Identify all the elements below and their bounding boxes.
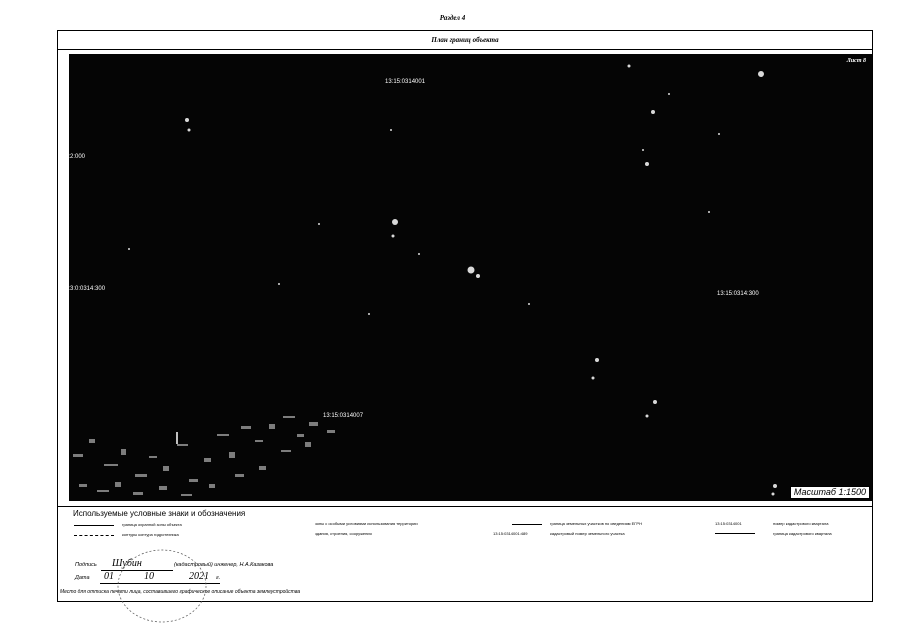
legend-item: граница земельных участков по сведениям ЕГРН xyxy=(550,521,642,526)
map-side-label: 1:3:0:0314:300 xyxy=(65,286,106,292)
legend-symbol xyxy=(74,525,114,526)
legend-symbol xyxy=(74,535,114,536)
sign-label: Подпись xyxy=(75,562,97,568)
legend-sample: 13:15:0314001 xyxy=(715,521,742,526)
legend-item: кадастровый номер земельного участка xyxy=(550,531,625,536)
map-noise xyxy=(69,54,872,501)
legend-item: граница кадастрового квартала xyxy=(773,531,832,536)
quarter-label: 13:15:0314007 xyxy=(323,413,364,419)
legend-item: номер кадастрового квартала xyxy=(773,521,829,526)
plan-header: План границ объекта xyxy=(57,30,873,50)
date-month: 10 xyxy=(144,571,154,582)
engineer-role: (кадастровый) инженер, Н.А.Казакова xyxy=(174,562,274,568)
legend-item: зоны с особыми условиями использования территории xyxy=(315,521,418,526)
map-side-label: 13:15:0314:300 xyxy=(717,291,759,297)
map-area xyxy=(65,54,872,501)
legend-divider xyxy=(57,506,873,507)
quarter-label: 13:15:0314001 xyxy=(385,79,426,85)
date-suffix: г. xyxy=(216,575,221,581)
legend-item: граница охранной зоны объекта xyxy=(122,522,182,527)
stamp-note: Место для оттиска печати лица, составившего графическое описание объекта землеустройства xyxy=(60,589,301,595)
scale-label: Масштаб 1:1500 xyxy=(790,486,870,499)
handwritten-signature: Шубин xyxy=(112,558,142,569)
date-label: Дата xyxy=(75,575,90,581)
date-year: 2021 xyxy=(189,571,209,582)
legend-item: контуры контура гидротехника xyxy=(122,532,179,537)
stamp-circle xyxy=(116,548,208,624)
section-title: Раздел 4 xyxy=(439,14,466,22)
sheet-label: Лист 8 xyxy=(846,58,866,64)
legend-sample: 13:15:0314001:489 xyxy=(493,531,528,536)
legend-symbol xyxy=(715,533,755,534)
map-side-label: 1:2:000 xyxy=(65,154,86,160)
legend-symbol xyxy=(512,524,542,525)
legend-title: Используемые условные знаки и обозначения xyxy=(73,509,246,518)
date-day: 01 xyxy=(104,571,114,582)
legend-item: здания, строения, сооружения xyxy=(315,531,372,536)
